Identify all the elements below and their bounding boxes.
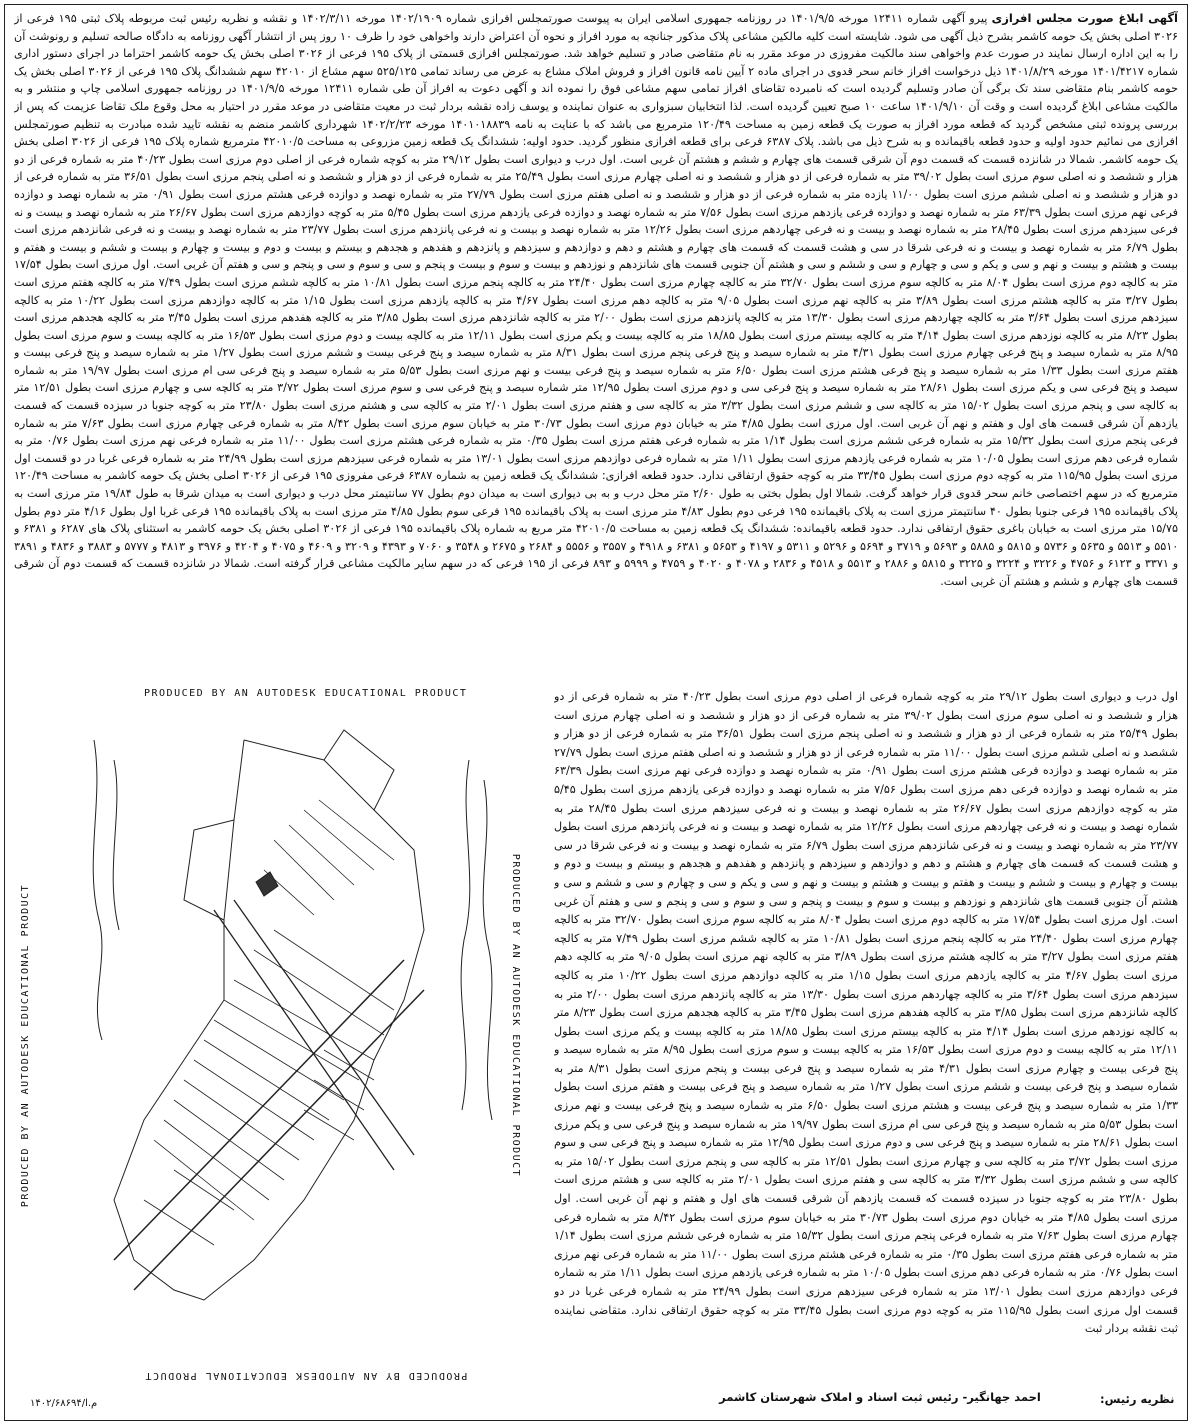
notice-body: پیرو آگهی شماره ۱۲۴۱۱ مورخه ۱۴۰۱/۹/۵ در روزنامه جمهوری اسلامی ایران به پیوست صورتمجلس افرازی شماره ۱۴۰۲/۱۹۰۹ مورخه ۱۴۰۲/۳/۱۱ و نقشه و نظریه رئیس ثبت مربوطه پلاک ثبتی ۱۹۵ فرعی از ۳۰۲۶ اصلی بخش یک حومه کاشمر بشرح ذیل آگهی می شود. شایسته است کلیه مالکین مشاعی پلاک مذکور جنانچه به مورد افراز و نحوه آن اعتراض دارند واخواهی خود را ظرف ۱۰ روز پس از انتشار آگهی روزنامه به دادگاه صالحه تسلیم و رونوشت آن را به این اداره ارسال نمایند در صورت عدم واخواهی سند مالکیت مفروزی در موعد مقرر به نام متقاضی صادر و تسلیم خواهد شد. صورتمجلس افرازی قسمتی از پلاک ۱۹۵ فرعی از ۳۰۲۶ اصلی بخش یک حومه کاشمر احتراما در اجرای دستور اداری شماره ۱۴۰۱/۴۲۱۷ مورخه ۱۴۰۱/۸/۲۹ ذیل درخواست افراز خانم سحر قدوی در اجرای ماده ۲ آیین نامه قانون افراز و فروش املاک مشاع به عرض می رساند تمامی ۵۲۵/۱۲۵ سهم مشاع از ۴۲۰۱۰ سهم ششدانگ پلاک ۱۹۵ فرعی از ۳۰۲۶ اصلی بخش یک حومه کاشمر بنام متقاضی سند تک برگی آن صادر وتسلیم گردیده است که نامبرده تقاضای افراز تمامی سهم مشاعی فوق را نموده اند و آگهی دعوت به افراز آن طی شماره ۱۲۴۱۱ مورخه ۱۴۰۱/۹/۵ در روزنامه جمهوری اسلامی چاپ و منتشر و به مالکیت مشاعی ابلاغ گردیده است و وقت آن ۱۴۰۱/۹/۱۰ ساعت ۱۰ صبح تعیین گردیده است. لذا انتخابیان سبزواری به عنوان نماینده و یوسف زاده نقشه بردار ثبت در معیت متقاضی در موعد مقرر در احتیار به محل وقوع ملک تقاضا عزیمت که پس از بررسی پرونده ثبتی مشخص گردید که قطعه مورد افراز به صورت یک قطعه زمین به مساحت ۱۲۰/۴۹ مترمربع می باشد که با عنایت به نامه ۱۴۰۱۰۱۸۸۳۹ مورخه ۱۴۰۲/۲/۲۳ شهرداری کاشمر منضم به نقشه تایید شده مبادرت به تنظیم صورتمجلس افرازی می نمائیم حدود اولیه و حدود قطعه باقیمانده و به شرح ذیل می باشد. پلاک ۶۳۸۷ فرعی برای قطعه افرازی منظور گردید. حدود اولیه: ششدانگ یک قطعه زمین مزروعی به مساحت ۴۲۰۱۰/۵ مترمربع شماره پلاک ۱۹۵ فرعی از ۳۰۲۶ اصلی بخش یک حومه کاشمر. شمالا در شانزده قسمت که قسمت دوم آن شرقی قسمت های چهارم و ششم و هشتم آن غربی است. اول درب و دیواری است بطول ۲۹/۱۲ متر به کوچه شماره فرعی از اصلی دوم مرزی است بطول ۴۰/۲۳ متر به شماره فرعی از دو هزار و ششصد و نه اصلی سوم مرزی است بطول ۳۹/۰۲ متر به شماره فرعی از دو هزار و ششصد و نه اصلی چهارم مرزی است بطول ۲۵/۴۹ متر به شماره فرعی از دو هزار و ششصد و نه اصلی پنجم مرزی است بطول ۳۶/۵۱ متر به شماره فرعی از دو هزار و ششصد و نه اصلی ششم مرزی است بطول ۱۱/۰۰ یازده متر به شماره فرعی از دو هزار و ششصد و نه اصلی هفتم مرزی است بطول ۲۷/۷۹ متر به شماره نهصد و دوازده فرعی هشتم مرزی است بطول ۰/۹۱ متر به شماره نهصد و دوازده فرعی نهم مرزی است بطول ۶۳/۳۹ متر به شماره نهصد و دوازده فرعی یازدهم مرزی است بطول ۷/۵۶ متر به شماره نهصد و دوازده فرعی یازدهم مرزی است بطول ۵/۴۵ متر به کوچه دوازدهم مرزی است بطول ۲۶/۶۷ متر به شماره نهصد و بیست و نه فرعی سیزدهم مرزی است بطول ۲۸/۴۵ متر به شماره نهصد و بیست و نه فرعی چهاردهم مرزی است بطول ۱۲/۲۶ متر به شماره نهصد و بیست و نه فرعی پانزدهم مرزی است بطول ۲۳/۷۷ متر به شماره نهصد و بیست و نه فرعی شانزدهم مرزی است بطول ۶/۷۹ متر به شماره نهصد و بیست و نه فرعی شرقا در سی و هشت قسمت که قسمت های چهارم و هشتم و دهم و دوازدهم و سیزدهم و پانزدهم و هفدهم و هجدهم و بیستم و بیست و دوم و بیست و چهارم و بیست و ششم و بیست و هفتم و بیست و هشتم و بیست و نهم و سی و یکم و سی و چهارم و سی و ششم و سی و هشتم آن جنوبی قسمت های شانزدهم و نوزدهم و بیست و سوم و بیست و پنجم و سی و سوم و سی و پنجم و سی و هفتم آن غربی است. اول مرزی است بطول ۱۷/۵۴ متر به کالچه دوم مرزی است بطول ۸/۰۴ متر به کالچه سوم مرزی است بطول ۳۲/۷۰ متر به کالچه چهارم مرزی است بطول ۲۴/۴۰ متر به کالچه پنجم مرزی است بطول ۱۰/۸۱ متر به کالچه ششم مرزی است بطول ۷/۴۹ متر به کالچه هفتم مرزی است بطول ۳/۲۷ متر به کالچه هشتم مرزی است بطول ۳/۸۹ متر به کالچه نهم مرزی است بطول ۹/۰۵ متر به کالچه دهم مرزی است بطول ۴/۶۷ متر به کالچه یازدهم مرزی است بطول ۱/۱۵ متر به کالچه دوازدهم مرزی است بطول ۱۰/۲۲ متر به کالچه سیزدهم مرزی است بطول ۳/۶۴ متر به کالچه چهاردهم مرزی است بطول ۱۳/۳۰ متر به کالچه پانزدهم مرزی است بطول ۲/۰۰ متر به کالچه شانزدهم مرزی است بطول ۳/۸۵ متر به کالچه هفدهم مرزی است بطول ۳/۴۵ متر به کالچه هجدهم مرزی است بطول ۸/۲۳ متر به کالچه نوزدهم مرزی است بطول ۴/۱۴ متر به کالچه بیستم مرزی است بطول ۱۸/۸۵ متر به کالچه بیست و یکم مرزی است بطول ۱۲/۱۱ متر به کالچه بیست و دوم مرزی است بطول ۱۶/۵۳ متر به کالچه بیست و سوم مرزی است بطول ۸/۹۵ متر به شماره سیصد و پنج فرعی چهارم مرزی است بطول ۴/۳۱ متر به شماره سیصد و پنج فرعی پنجم مرزی است بطول ۸/۳۱ متر به شماره سیصد و پنج فرعی بیست و ششم مرزی است بطول ۱/۲۷ متر به شماره سیصد و پنج فرعی بیست و هفتم مرزی است بطول ۱/۳۳ متر به شماره سیصد و پنج فرعی هشتم مرزی است بطول ۶/۵۰ متر به شماره سیصد و پنج فرعی بیست و نهم مرزی است بطول ۵/۵۳ متر به شماره سیصد و پنج فرعی سی ام مرزی است بطول ۱۹/۹۷ متر به شماره سیصد و پنج فرعی سی و یکم مرزی است بطول ۲۸/۶۱ متر به شماره سیصد و پنج فرعی سی و دوم مرزی است بطول ۱۲/۹۵ متر شماره سیصد و پنج فرعی سی و سوم مرزی است بطول ۳/۷۲ متر به کالچه سی و چهارم مرزی است بطول ۱۲/۵۱ متر به کالچه سی و پنجم مرزی است بطول ۱۵/۰۲ متر به کالچه سی و ششم مرزی است بطول ۳/۳۲ متر به کالچه سی و هفتم مرزی است بطول ۲/۰۱ متر به کالچه سی و هشتم مرزی است بطول ۲۳/۸۰ متر به کوچه جنوبا در سیزده قسمت که قسمت یازدهم آن شرقی قسمت های اول و هفتم و نهم آن غربی است. اول مرزی است بطول ۴/۸۵ متر به خیابان دوم مرزی است بطول ۳۰/۷۳ متر به خیابان سوم مرزی است بطول ۸/۴۲ متر به شماره فرعی چهارم مرزی است بطول ۷/۶۳ متر به شماره فرعی پنجم مرزی است بطول ۱۵/۳۲ متر به شماره فرعی ششم مرزی است بطول ۱/۱۴ متر به شماره فرعی هفتم مرزی است بطول ۰/۳۵ متر به شماره فرعی هشتم مرزی است بطول ۱۱/۰۰ متر به شماره فرعی نهم مرزی است بطول ۰/۷۶ متر به شماره فرعی دهم مرزی است بطول ۱۰/۰۵ متر به شماره فرعی یازدهم مرزی است بطول ۱/۱۱ متر به شماره فرعی دوازدهم مرزی است بطول ۱۳/۰۱ متر به شماره فرعی سیزدهم مرزی است بطول ۲۴/۹۹ متر به شماره فرعی غربا در دو قسمت اول مرزی است بطول ۱۱۵/۹۵ متر به کوچه دوم مرزی است بطول ۳۳/۴۵ متر به کوچه حقوق ارتفاقی ندارد. حدود قطعه افرازی: ششدانگ یک قطعه زمین به شماره ۶۳۸۷ فرعی مفروزی ۱۹۵ فرعی از ۳۰۲۶ اصلی بخش یک حومه کاشمر به مساحت ۱۲۰/۴۹ مترمربع که در سهم اختصاصی خانم سحر قدوی قرار خواهد گرفت. شمالا اول بطول بختی به طول ۲/۶۰ متر محل درب و به بی دیواری است به میدان دوم بطول ۷۷ سانتیمتر محل درب و دیواری است به میدان شرقا به طول ۱۹/۸۴ متر مرزی است به پلاک باقیمانده ۱۹۵ فرعی جنوبا بطول ۴۰ سانتیمتر مرزی است به پلاک باقیمانده ۱۹۵ فرعی دوم بطول ۴/۸۳ متر مرزی است به پلاک باقیمانده ۱۹۵ فرعی سوم بطول ۴/۸۵ متر مرزی است به پلاک باقیمانده ۱۹۵ فرعی غربا اول بطول ۴/۱۶ متر دوم بطول ۱۵/۷۵ متر مرزی است به خیابان باغری حقوق ارتفاقی ندارد. حدود قطعه باقیمانده: ششدانگ یک قطعه زمین به مساحت ۴۲۰۱۰/۵ متر مربع به شماره پلاک باقیمانده ۱۹۵ فرعی از ۳۰۲۶ اصلی بخش یک حومه کاشمر به استثنای پلاک های ۶۲۸۷ و ۶۳۸۱ و ۵۵۱۰ و ۵۵۱۳ و ۵۶۳۵ و ۵۷۳۶ و ۵۸۱۵ و ۵۸۸۵ و ۵۶۹۳ و ۳۷۱۹ و ۵۶۹۴ و ۵۲۹۶ و ۵۳۱۱ و ۴۱۹۷ و ۵۶۵۳ و ۶۳۸۱ و ۴۹۱۸ و ۳۵۵۷ و ۵۵۵۶ و ۲۶۸۴ و ۲۶۷۵ و ۳۵۴۸ و ۷۰۶۰ و ۴۳۹۳ و ۳۲۰۹ و ۴۶۰۹ و ۴۰۷۵ و ۴۲۰۴ و ۳۹۷۶ و ۴۸۱۳ و ۵۷۷۷ و ۳۸۸۳ و ۴۸۳۶ و ۳۸۹۱ و ۳۳۷۱ و ۶۱۲۳ و ۴۷۵۶ و ۳۲۲۶ و ۳۲۲۴ و ۳۲۲۵ و ۵۸۱۵ و ۲۸۸۶ و ۵۵۱۳ و ۴۵۱۸ و ۲۸۳۶ و ۴۰۷۸ و ۴۰۲۰ و ۴۷۵۹ و ۵۹۹۹ و ۸۹۳ فرعی از ۱۹۵ فرعی که در سهم سایر مالکیت مشاعی قرار گرفته است. شمالا در شانزده قسمت که قسمت دوم آن شرقی قسمت های چهارم و ششم و هشتم آن غربی است. (14, 12, 1178, 588)
main-road-edge (134, 990, 424, 1290)
handwritten-note-2 (483, 780, 492, 1120)
handwritten-note-4 (113, 760, 119, 930)
watermark-top: PRODUCED BY AN AUTODESK EDUCATIONAL PRODUCT (144, 688, 468, 699)
partitioned-plot (256, 872, 278, 896)
survey-plan-area (14, 680, 544, 1390)
signature-name: احمد جهانگیر- رئیس ثبت اسناد و املاک شهرستان کاشمر (719, 1390, 1041, 1404)
watermark-bottom: PRODUCED BY AN AUTODESK EDUCATIONAL PRODUCT (144, 1370, 468, 1381)
publication-code: م.ا/۱۴۰۲/۶۸۶۹۴ (30, 1398, 98, 1409)
cross-road (214, 910, 394, 1170)
left-lot-boundary (184, 820, 234, 920)
watermark-left: PRODUCED BY AN AUTODESK EDUCATIONAL PRODUCT (20, 883, 32, 1208)
watermark-right: PRODUCED BY AN AUTODESK EDUCATIONAL PRODUCT (510, 853, 522, 1178)
handwritten-note-1 (461, 760, 470, 1110)
top-notice (14, 10, 1178, 678)
notice-title: آگهی ابلاغ صورت مجلس افرازی (991, 11, 1178, 25)
main-road (114, 960, 404, 1260)
signature-label: نظریه رئیس: (1100, 1392, 1175, 1406)
boundaries-column (554, 688, 1178, 1388)
lot-grid (144, 800, 394, 1245)
boundaries-text: اول درب و دیواری است بطول ۲۹/۱۲ متر به کوچه شماره فرعی از اصلی دوم مرزی است بطول ۴۰/۲۳ متر به شماره فرعی از دو هزار و ششصد و نه اصلی سوم مرزی است بطول ۳۹/۰۲ متر به شماره فرعی از دو هزار و ششصد و نه اصلی چهارم مرزی است بطول ۲۵/۴۹ متر به شماره فرعی از دو هزار و ششصد و نه اصلی پنجم مرزی است بطول ۳۶/۵۱ متر به شماره فرعی از دو هزار و ششصد و نه اصلی ششم مرزی است بطول ۱۱/۰۰ متر به شماره فرعی از دو هزار و ششصد و نه اصلی هفتم مرزی است بطول ۲۷/۷۹ متر به شماره نهصد و دوازده فرعی هشتم مرزی است بطول ۰/۹۱ متر به شماره نهصد و دوازده فرعی نهم مرزی است بطول ۶۳/۳۹ متر به شماره نهصد و دوازده فرعی دهم مرزی است بطول ۷/۵۶ متر به شماره نهصد و دوازده فرعی یازدهم مرزی است بطول ۵/۴۵ متر به کوچه دوازدهم مرزی است بطول ۲۶/۶۷ متر به شماره نهصد و بیست و نه فرعی سیزدهم مرزی است بطول ۲۸/۴۵ متر به شماره نهصد و بیست و نه فرعی چهاردهم مرزی است بطول ۱۲/۲۶ متر به شماره نهصد و بیست و نه فرعی پانزدهم مرزی است بطول ۲۳/۷۷ متر به شماره نهصد و بیست و نه فرعی شانزدهم مرزی است بطول ۶/۷۹ متر به شماره نهصد و بیست و نه فرعی شرقا در سی و هشت قسمت که قسمت های چهارم و هشتم و دهم و دوازدهم و سیزدهم و پانزدهم و هفدهم و هجدهم و بیستم و بیست و دوم و بیست و چهارم و بیست و ششم و بیست و هفتم و بیست و هشتم و بیست و نهم و سی و یکم و سی و چهارم و سی و ششم و سی و هشتم آن جنوبی قسمت های شانزدهم و نوزدهم و بیست و سوم و بیست و پنجم و سی و سوم و سی و پنجم و سی و هفتم آن غربی است. اول مرزی است بطول ۱۷/۵۴ متر به کالچه دوم مرزی است بطول ۸/۰۴ متر به کالچه سوم مرزی است بطول ۳۲/۷۰ متر به کالچه چهارم مرزی است بطول ۲۴/۴۰ متر به کالچه پنجم مرزی است بطول ۱۰/۸۱ متر به کالچه ششم مرزی است بطول ۷/۴۹ متر به کالچه هفتم مرزی است بطول ۳/۲۷ متر به کالچه هشتم مرزی است بطول ۳/۸۹ متر به کالچه نهم مرزی است بطول ۹/۰۵ متر به کالچه دهم مرزی است بطول ۴/۶۷ متر به کالچه یازدهم مرزی است بطول ۱/۱۵ متر به کالچه دوازدهم مرزی است بطول ۱۰/۲۲ متر به کالچه سیزدهم مرزی است بطول ۳/۶۴ متر به کالچه چهاردهم مرزی است بطول ۱۳/۳۰ متر به کالچه پانزدهم مرزی است بطول ۲/۰۰ متر به کالچه شانزدهم مرزی است بطول ۳/۸۵ متر به کالچه هفدهم مرزی است بطول ۳/۴۵ متر به کالچه هجدهم مرزی است بطول ۸/۲۳ متر به کالچه نوزدهم مرزی است بطول ۴/۱۴ متر به کالچه بیستم مرزی است بطول ۱۸/۸۵ متر به کالچه بیست و یکم مرزی است بطول ۱۲/۱۱ متر به کالچه بیست و دوم مرزی است بطول ۱۶/۵۳ متر به کالچه بیست و سوم مرزی است بطول ۸/۹۵ متر به شماره سیصد و پنج فرعی بیست و چهارم مرزی است بطول ۴/۳۱ متر به شماره سیصد و پنج فرعی بیست و پنجم مرزی است بطول ۸/۳۱ متر به شماره سیصد و پنج فرعی بیست و ششم مرزی است بطول ۱/۲۷ متر به شماره سیصد و پنج فرعی بیست و هفتم مرزی است بطول ۱/۳۳ متر به شماره سیصد و پنج فرعی بیست و هشتم مرزی است بطول ۶/۵۰ متر به شماره سیصد و پنج فرعی بیست و نهم مرزی است بطول ۵/۵۳ متر به شماره سیصد و پنج فرعی سی ام مرزی است بطول ۱۹/۹۷ متر به شماره سیصد و پنج فرعی سی و یکم مرزی است بطول ۲۸/۶۱ متر به شماره سیصد و پنج فرعی سی و دوم مرزی است بطول ۱۲/۹۵ متر به شماره سیصد و پنج فرعی سی و سوم مرزی است بطول ۳/۷۲ متر به کالچه سی و چهارم مرزی است بطول ۱۲/۵۱ متر به کالچه سی و پنجم مرزی است بطول ۱۵/۰۲ متر به کالچه سی و ششم مرزی است بطول ۳/۳۲ متر به کالچه سی و هفتم مرزی است بطول ۲/۰۱ متر به کالچه سی و هشتم مرزی است بطول ۲۳/۸۰ متر به کوچه جنوبا در سیزده قسمت که قسمت یازدهم آن شرقی قسمت های اول و هفتم و نهم آن غربی است. اول مرزی است بطول ۴/۸۵ متر به خیابان دوم مرزی است بطول ۳۰/۷۳ متر به خیابان سوم مرزی است بطول ۸/۴۲ متر به شماره فرعی چهارم مرزی است بطول ۷/۶۳ متر به شماره فرعی پنجم مرزی است بطول ۱۵/۳۲ متر به شماره فرعی ششم مرزی است بطول ۱/۱۴ متر به شماره فرعی هفتم مرزی است بطول ۰/۳۵ متر به شماره فرعی هشتم مرزی است بطول ۱۱/۰۰ متر به شماره فرعی نهم مرزی است بطول ۰/۷۶ متر به شماره فرعی دهم مرزی است بطول ۱۰/۰۵ متر به شماره فرعی یازدهم مرزی است بطول ۱/۱۱ متر به شماره فرعی دوازدهم مرزی است بطول ۱۳/۰۱ متر به شماره فرعی سیزدهم مرزی است بطول ۲۴/۹۹ متر به شماره فرعی غربا در دو قسمت اول مرزی است بطول ۱۱۵/۹۵ متر به کوچه دوم مرزی است بطول ۳۳/۴۵ متر به کوچه حقوق ارتفاقی ندارد. متقاضی نماینده ثبت نقشه بردار ثبت (554, 690, 1178, 1336)
parcel-outline (114, 740, 424, 1300)
handwritten-note-3 (93, 740, 102, 1040)
survey-plan-drawing (74, 700, 514, 1350)
